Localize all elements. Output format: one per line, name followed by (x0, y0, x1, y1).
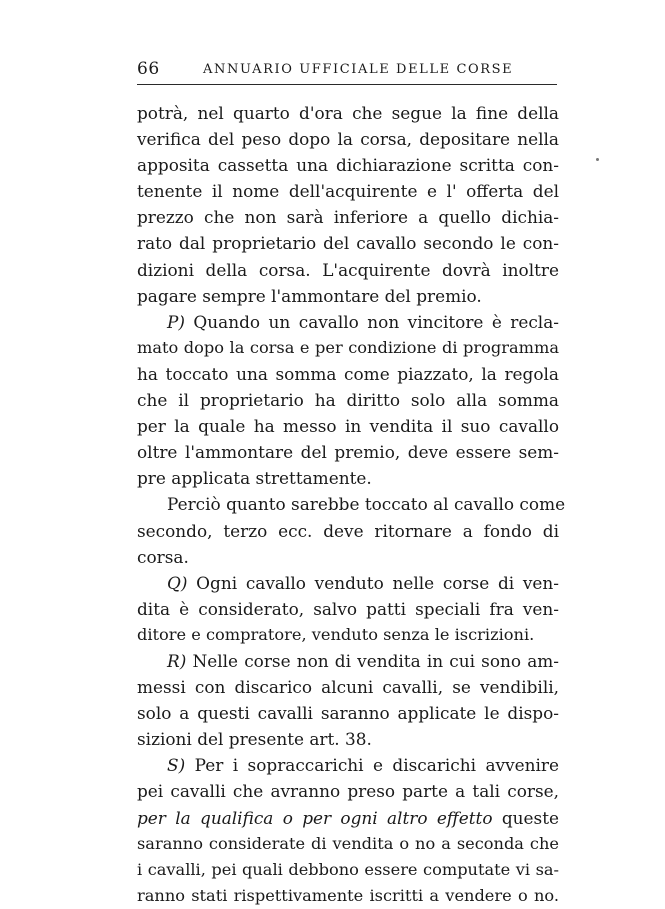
text-line: saranno considerate di vendita o no a seconda che (137, 833, 559, 853)
text-line: rato dal proprietario del cavallo secondo le con- (137, 233, 559, 254)
body-text (137, 100, 566, 909)
text-line: apposita cassetta una dichiarazione scritta con- (137, 155, 559, 176)
text-line: tenente il nome dell'acquirente e l' offerta del (137, 181, 559, 202)
text-line: dizioni della corsa. L'acquirente dovrà inoltre (137, 259, 559, 280)
text-line: che il proprietario ha diritto solo alla somma (137, 390, 559, 411)
paragraph-s (137, 752, 559, 909)
page-number: 66 (137, 59, 160, 79)
running-title: ANNUARIO UFFICIALE DELLE CORSE (203, 62, 514, 77)
text-run: queste (501, 807, 559, 828)
text-line (137, 570, 559, 596)
text-line: solo a questi cavalli saranno applicate le dispo- (137, 703, 559, 724)
text-run: Nelle corse non di vendita in cui sono am- (192, 650, 559, 671)
text-line: corsa. (137, 546, 189, 567)
text-line: ha toccato una somma come piazzato, la regola (137, 363, 559, 384)
paragraph-p (137, 309, 559, 492)
text-line: dita è considerato, salvo patti speciali fra ven- (137, 598, 559, 619)
paragraph-r (137, 648, 559, 752)
paragraph-q (137, 570, 559, 648)
text-line: pre applicata strettamente. (137, 468, 372, 489)
clause-letter: Q) (167, 572, 188, 593)
text-line (137, 309, 559, 335)
italic-phrase: per la qualifica o per ogni altro effetto (137, 807, 493, 828)
text-run: Per i sopraccarichi e discarichi avvenire (194, 755, 559, 776)
text-line: per la quale ha messo in vendita il suo cavallo (137, 416, 559, 437)
clause-letter: S) (167, 755, 186, 776)
text-line: pei cavalli che avranno preso parte a tali corse, (137, 781, 559, 802)
text-line: secondo, terzo ecc. deve ritornare a fondo di (137, 520, 559, 541)
text-line: potrà, nel quarto d'ora che segue la fine della (137, 103, 559, 123)
text-line: oltre l'ammontare del premio, deve essere sem- (137, 442, 559, 463)
text-line (137, 648, 559, 674)
paragraph-percio (137, 491, 566, 569)
text-line: sizioni del presente art. 38. (137, 729, 372, 750)
paragraph-continuation (137, 100, 559, 309)
running-header (137, 59, 557, 83)
text-line: Perciò quanto sarebbe toccato al cavallo come (167, 494, 566, 515)
text-line (137, 752, 559, 778)
text-run: Ogni cavallo venduto nelle corse di ven- (196, 572, 559, 593)
text-line: mato dopo la corsa e per condizione di programma (137, 337, 559, 357)
text-line: pagare sempre l'ammontare del premio. (137, 285, 482, 306)
text-line: messi con discarico alcuni cavalli, se vendibili, (137, 677, 559, 698)
clause-letter: R) (167, 650, 187, 671)
text-line: ranno stati rispettivamente iscritti a vendere o no. (137, 885, 559, 905)
margin-speck (596, 158, 599, 161)
text-line: prezzo che non sarà inferiore a quello dichia- (137, 207, 559, 228)
text-line: i cavalli, pei quali debbono essere computate vi sa- (137, 859, 559, 879)
text-line: verifica del peso dopo la corsa, depositare nella (137, 129, 559, 150)
text-line (137, 805, 559, 831)
text-run: Quando un cavallo non vincitore è recla- (193, 311, 559, 332)
header-rule (137, 84, 557, 85)
clause-letter: P) (167, 311, 185, 332)
text-line: ditore e compratore, venduto senza le iscrizioni. (137, 624, 535, 644)
